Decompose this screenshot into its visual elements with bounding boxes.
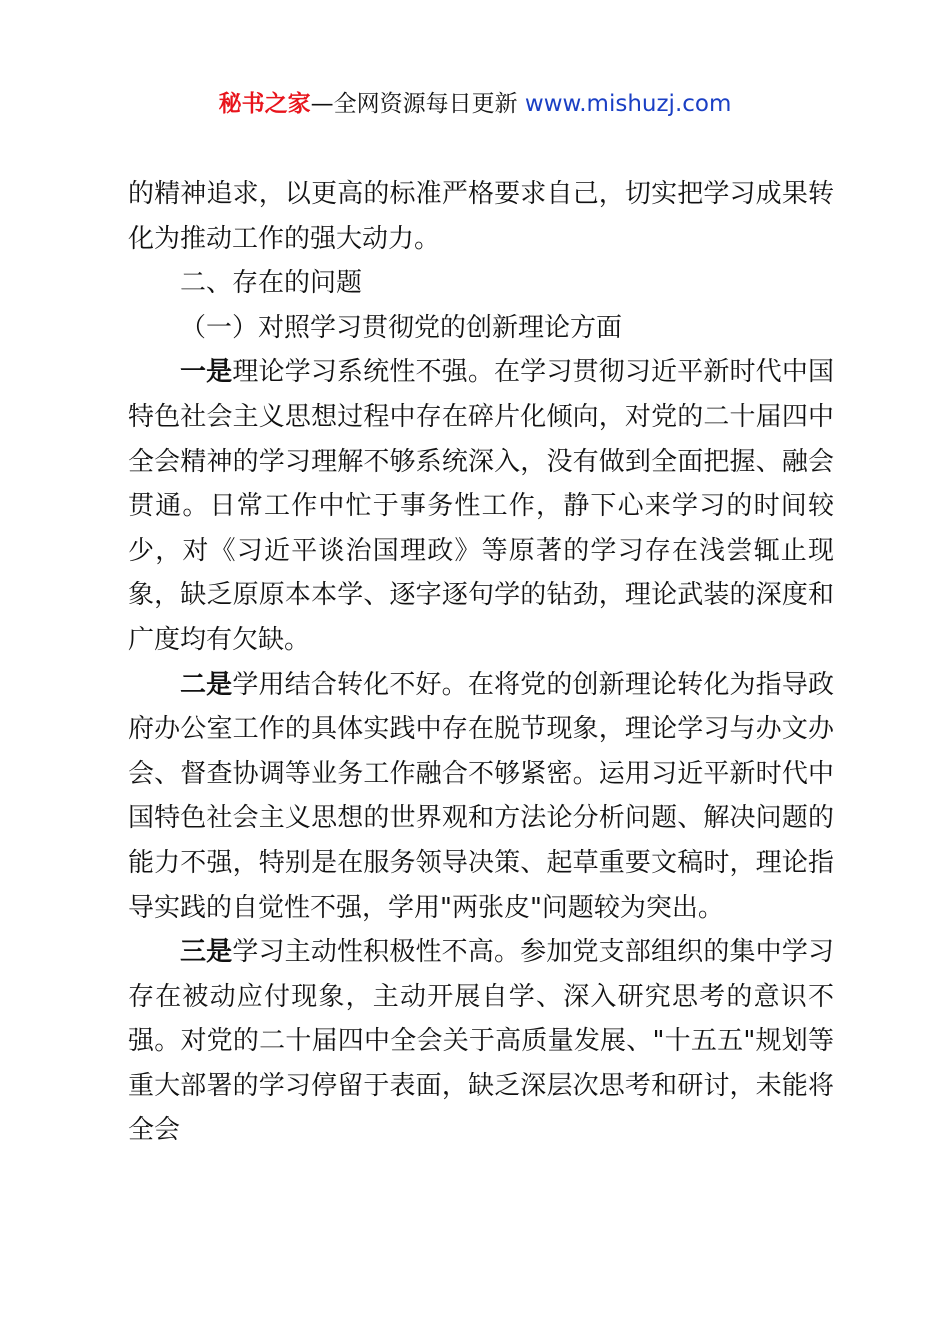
item-paragraph-3 xyxy=(128,930,834,1153)
item-lead-3: 三是 xyxy=(180,937,233,968)
item-text-1: 理论学习系统性不强。在学习贯彻习近平新时代中国特色社会主义思想过程中存在碎片化倾向，对党的二十届四中全会精神的学习理解不够系统深入，没有做到全面把握、融会贯通。日常工作中忙于事务性工作，静下心来学习的时间较少，对《习近平谈治国理政》等原著的学习存在浅尝辄止现象，缺乏原原本本学、逐字逐句学的钻劲，理论武装的深度和广度均有欠缺。 xyxy=(128,357,834,655)
section-heading: 二、存在的问题 xyxy=(180,268,363,299)
item-paragraph-1 xyxy=(128,350,834,662)
site-link[interactable]: www.mishuzj.com xyxy=(524,91,732,117)
brand-name: 秘书之家 xyxy=(218,91,311,117)
item-paragraph-2 xyxy=(128,663,834,931)
continuation-paragraph: 的精神追求，以更高的标准严格要求自己，切实把学习成果转化为推动工作的强大动力。 xyxy=(128,179,834,254)
item-text-2: 学用结合转化不好。在将党的创新理论转化为指导政府办公室工作的具体实践中存在脱节现象，理论学习与办文办会、督查协调等业务工作融合不够紧密。运用习近平新时代中国特色社会主义思想的世界观和方法论分析问题、解决问题的能力不强，特别是在服务领导决策、起草重要文稿时，理论指导实践的自觉性不强，学用"两张皮"问题较为突出。 xyxy=(128,669,834,923)
item-lead-1: 一是 xyxy=(180,357,233,388)
subsection-heading: （一）对照学习贯彻党的创新理论方面 xyxy=(180,312,623,343)
item-lead-2: 二是 xyxy=(180,669,233,700)
page-header xyxy=(0,86,950,122)
document-body xyxy=(128,172,834,1153)
header-tagline: —全网资源每日更新 xyxy=(310,91,518,117)
item-text-3: 学习主动性积极性不高。参加党支部组织的集中学习存在被动应付现象，主动开展自学、深入研究思考的意识不强。对党的二十届四中全会关于高质量发展、"十五五"规划等重大部署的学习停留于表面，缺乏深层次思考和研讨，未能将全会 xyxy=(128,937,834,1146)
